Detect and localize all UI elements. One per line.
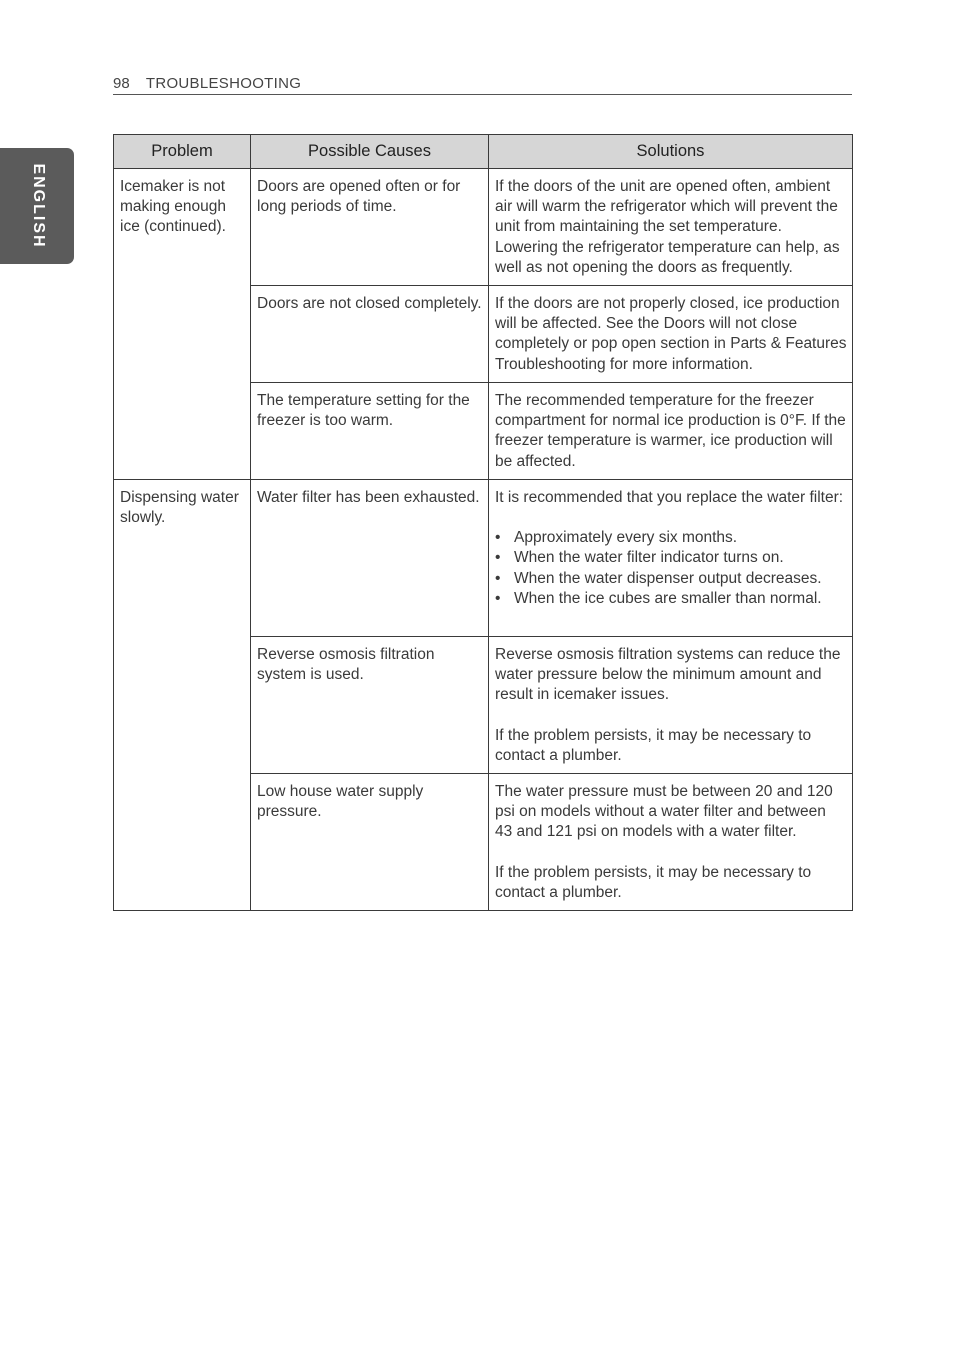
list-item: • Approximately every six months. [495,528,847,548]
solution-cell [489,480,853,637]
solution-text: If the doors of the unit are opened often, ambient air will warm the refrigerator which will prevent the unit from maintaining the set temperature. Lowering the refrigerator temperature can help, as well as not opening the doors as frequently. [495,178,840,276]
cause-text: Low house water supply pressure. [257,783,424,821]
cause-text: Reverse osmosis filtration system is used. [257,646,435,684]
cause-cell [251,480,489,637]
cause-text: Doors are opened often or for long periods of time. [257,178,461,216]
header-problem: Problem [114,135,251,169]
header-possible-causes: Possible Causes [251,135,489,169]
solution-intro: It is recommended that you replace the water filter: [495,489,844,507]
section-title: TROUBLESHOOTING [145,75,302,92]
table-row [114,169,853,286]
cause-cell [251,169,489,286]
cause-text: Water filter has been exhausted. [257,489,480,507]
cause-cell [251,383,489,480]
problem-text: Dispensing water slowly. [120,489,239,527]
language-tab [0,148,74,264]
cause-cell [251,774,489,911]
list-item: • When the water filter indicator turns on. [495,548,847,568]
problem-text: Icemaker is not making enough ice (continued). [120,178,226,236]
solution-cell [489,637,853,774]
troubleshooting-table [113,134,853,911]
cause-cell [251,286,489,383]
cause-cell [251,637,489,774]
solution-text: The recommended temperature for the freezer compartment for normal ice production is 0°F. If the freezer temperature is warmer, ice production will be affected. [495,392,846,470]
table-header-row [114,135,853,169]
problem-cell [114,480,251,911]
solution-text: The water pressure must be between 20 and 120 psi on models without a water filter and between 43 and 121 psi on models with a water filter. [495,783,833,841]
table-row [114,480,853,637]
page-number: 98 [113,75,130,92]
solution-text: Reverse osmosis filtration systems can reduce the water pressure below the minimum amount and result in icemaker issues. [495,646,841,704]
solution-extra-text: If the problem persists, it may be necessary to contact a plumber. [495,863,812,901]
list-item: • When the ice cubes are smaller than normal. [495,589,847,609]
solution-cell [489,774,853,911]
problem-cell [114,169,251,480]
solution-bullet-list [495,528,847,609]
language-tab-label: ENGLISH [30,163,47,249]
list-item: • When the water dispenser output decreases. [495,569,847,589]
cause-text: Doors are not closed completely. [257,295,482,313]
solution-cell [489,286,853,383]
solution-extra-text: If the problem persists, it may be necessary to contact a plumber. [495,726,812,764]
cause-text: The temperature setting for the freezer is too warm. [257,392,470,430]
solution-text: If the doors are not properly closed, ice production will be affected. See the Doors will not close completely or pop open section in Parts & Features Troubleshooting for more information. [495,295,847,373]
header-solutions: Solutions [489,135,853,169]
solution-cell [489,169,853,286]
page-header [113,74,852,95]
solution-cell [489,383,853,480]
